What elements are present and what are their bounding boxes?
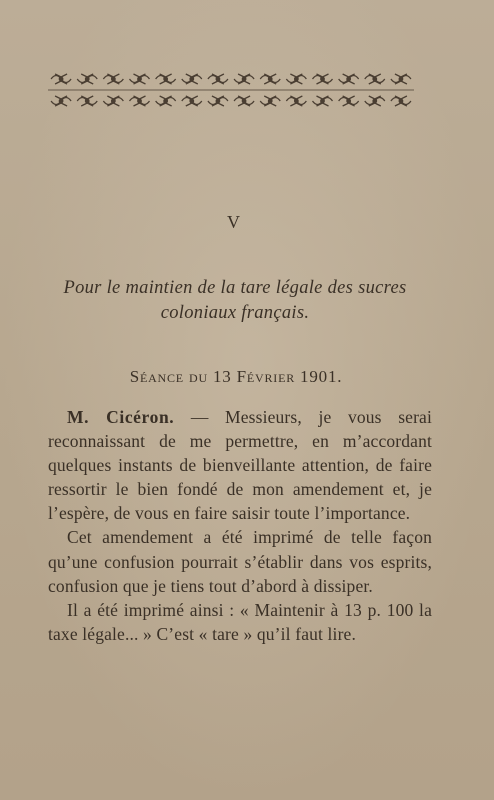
fleuron-motif (234, 74, 254, 84)
speech-body (48, 405, 432, 646)
fleuron-motif (130, 74, 150, 84)
speaker-name: M. Cicéron. (67, 407, 175, 427)
fleuron-motif (182, 74, 202, 84)
fleuron-motif (260, 96, 280, 106)
paragraph-2: Cet amendement a été imprimé de telle façon qu’une confusion pourrait s’établir dans vos esprits, confusion que je tiens tout d’abord à dissiper. (48, 527, 432, 596)
fleuron-motif (313, 96, 333, 106)
chapter-subtitle (40, 276, 430, 326)
fleuron-motif (130, 96, 150, 106)
fleuron-motif (313, 74, 333, 84)
fleuron-motif (260, 74, 280, 84)
session-date: Séance du 13 Février 1901. (129, 367, 343, 386)
fleuron-motif (208, 96, 228, 106)
fleuron-motif (234, 96, 254, 106)
fleuron-motif (156, 74, 176, 84)
chapter-number: V (227, 212, 241, 232)
paragraph-1-text: — Messieurs, je vous serai reconnaissant de me permettre, en m’accordant quelques instants de bienveillante attention, de faire ressortir le bien fondé de mon amendement et, je l’espère, de vous en faire saisir toute l’importance. (48, 407, 432, 524)
fleuron-motif (365, 74, 385, 84)
fleuron-motif (339, 74, 359, 84)
fleuron-motif (103, 96, 123, 106)
paragraph-1 (48, 405, 432, 525)
fleuron-motif (286, 74, 306, 84)
fleuron-motif (365, 96, 385, 106)
fleuron-motif (103, 74, 123, 84)
fleuron-motif (339, 96, 359, 106)
fleuron-motif (208, 74, 228, 84)
fleuron-motif (51, 74, 71, 84)
fleuron-motif (286, 96, 306, 106)
fleuron-motif (77, 96, 97, 106)
fleuron-motif (77, 74, 97, 84)
subtitle-line-2: coloniaux français. (160, 303, 310, 323)
fleuron-band-ornament (48, 68, 414, 112)
fleuron-motif (391, 96, 411, 106)
fleuron-motif (182, 96, 202, 106)
subtitle-line-1: Pour le maintien de la tare légale des sucres (63, 278, 407, 298)
fleuron-motif (51, 96, 71, 106)
paragraph-3: Il a été imprimé ainsi : « Maintenir à 13 p. 100 la taxe légale... » C’est « tare » qu’il faut lire. (48, 599, 432, 644)
fleuron-motif (391, 74, 411, 84)
fleuron-motif (156, 96, 176, 106)
